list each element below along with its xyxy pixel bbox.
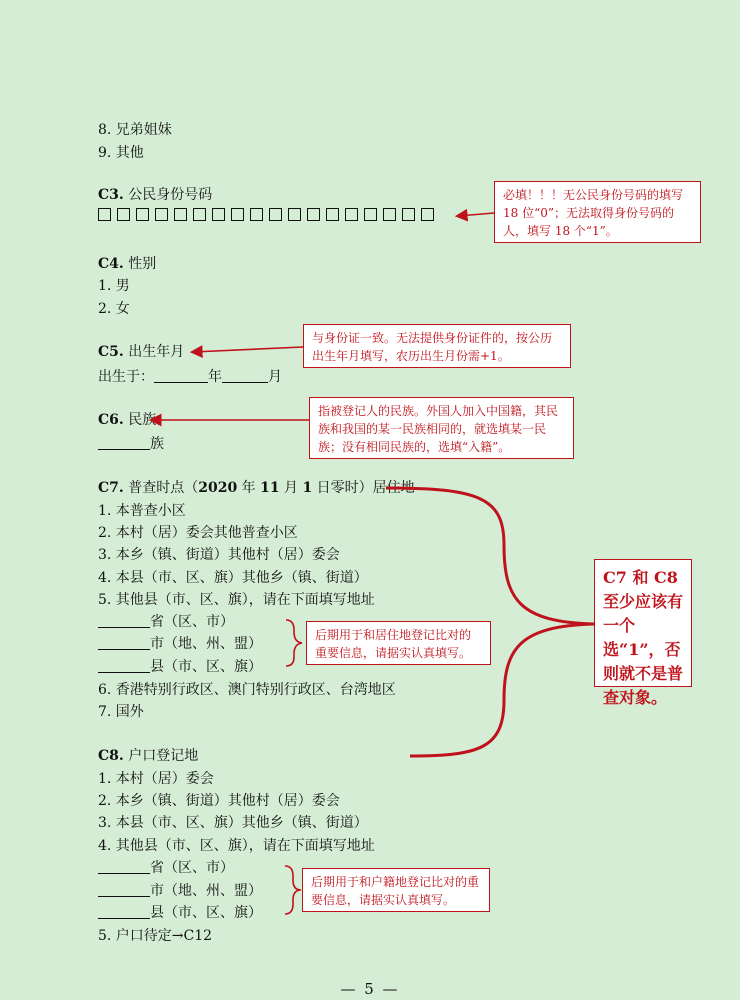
question-code: C5. <box>98 344 124 360</box>
arrow-c5 <box>193 347 303 352</box>
note-c6: 指被登记人的民族。外国人加入中国籍，其民族和我国的某一民族相同的，就选填某一民族；没有相同民族的，选填“入籍”。 <box>309 397 574 459</box>
question-title: 户口登记地 <box>128 748 199 764</box>
question-code: C8. <box>98 748 124 764</box>
note-c5: 与身份证一致。无法提供身份证件的，按公历出生年月填写，农历出生月份需+1。 <box>303 324 571 368</box>
c7-city-fill <box>98 635 262 653</box>
blank <box>98 613 150 628</box>
question-title: 民族 <box>128 412 157 428</box>
note-c7-address: 后期用于和居住地登记比对的重要信息，请据实认真填写。 <box>306 621 491 665</box>
question-code: C7. <box>98 480 124 496</box>
question-c7 <box>98 479 415 497</box>
c8-option-1: 1. 本村（居）委会 <box>98 771 214 787</box>
question-title: 公民身份号码 <box>128 187 213 203</box>
c7-county-fill <box>98 658 262 676</box>
c8-option-3: 3. 本县（市、区、旗）其他乡（镇、街道） <box>98 815 368 831</box>
county-label: 县（市、区、旗） <box>150 905 262 921</box>
title-part: 月 <box>279 480 303 496</box>
month-label: 月 <box>268 369 282 385</box>
c7-option-6: 6. 香港特别行政区、澳门特别行政区、台湾地区 <box>98 682 396 698</box>
brace-c7-address <box>286 620 302 666</box>
question-title: 性别 <box>128 256 157 272</box>
year-label: 年 <box>208 369 222 385</box>
ethnicity-unit: 族 <box>150 436 164 452</box>
c7-option-5: 5. 其他县（市、区、旗），请在下面填写地址 <box>98 592 375 608</box>
question-title: 出生年月 <box>128 344 185 360</box>
question-code: C3. <box>98 187 124 203</box>
note-c7-c8: C7 和 C8 至少应该有一个选“1”，否则就不是普查对象。 <box>594 559 692 687</box>
born-label: 出生于： <box>98 369 154 385</box>
question-c5 <box>98 343 184 361</box>
question-c4 <box>98 255 156 273</box>
c7-option-4: 4. 本县（市、区、旗）其他乡（镇、街道） <box>98 570 368 586</box>
month-blank <box>222 368 268 383</box>
c7-option-1: 1. 本普查小区 <box>98 503 186 519</box>
year-blank <box>154 368 208 383</box>
city-label: 市（地、州、盟） <box>150 636 262 652</box>
brace-c8-address <box>285 866 301 914</box>
title-part: 普查时点（ <box>128 480 199 496</box>
blank <box>98 658 150 673</box>
c8-province-fill <box>98 859 234 877</box>
c8-option-5: 5. 户口待定→C12 <box>98 928 213 944</box>
c7-province-fill <box>98 613 234 631</box>
city-label: 市（地、州、盟） <box>150 883 262 899</box>
option-other: 9. 其他 <box>98 145 144 161</box>
county-label: 县（市、区、旗） <box>150 659 262 675</box>
c8-county-fill <box>98 904 262 922</box>
title-part: 日零时）居住地 <box>312 480 415 496</box>
c8-option-4: 4. 其他县（市、区、旗），请在下面填写地址 <box>98 838 375 854</box>
c8-city-fill <box>98 882 262 900</box>
question-code: C4. <box>98 256 124 272</box>
page-number: — 5 — <box>340 980 400 998</box>
title-part: 11 <box>260 480 280 496</box>
blank <box>98 635 150 650</box>
id-number-boxes <box>98 208 439 221</box>
question-c6 <box>98 411 156 429</box>
title-part: 年 <box>237 480 261 496</box>
question-code: C6. <box>98 412 124 428</box>
title-part: 2020 <box>198 480 238 496</box>
question-c3 <box>98 186 212 204</box>
question-c8 <box>98 747 198 765</box>
c7-option-3: 3. 本乡（镇、街道）其他村（居）委会 <box>98 547 340 563</box>
blank <box>98 904 150 919</box>
birth-date-fill <box>98 368 282 386</box>
title-part: 1 <box>302 480 313 496</box>
option-male: 1. 男 <box>98 278 130 294</box>
blank <box>98 859 150 874</box>
ethnicity-blank <box>98 435 150 450</box>
province-label: 省（区、市） <box>150 614 234 630</box>
option-siblings: 8. 兄弟姐妹 <box>98 122 172 138</box>
ethnicity-fill <box>98 435 164 453</box>
note-c3: 必填！！！无公民身份号码的填写 18 位“0”；无法取得身份号码的人，填写 18 个“1”。 <box>494 181 701 243</box>
blank <box>98 882 150 897</box>
arrow-c3 <box>458 213 494 216</box>
c7-option-7: 7. 国外 <box>98 704 144 720</box>
province-label: 省（区、市） <box>150 860 234 876</box>
note-c8-address: 后期用于和户籍地登记比对的重要信息，请据实认真填写。 <box>302 868 490 912</box>
option-female: 2. 女 <box>98 301 130 317</box>
c8-option-2: 2. 本乡（镇、街道）其他村（居）委会 <box>98 793 340 809</box>
c7-option-2: 2. 本村（居）委会其他普查小区 <box>98 525 298 541</box>
